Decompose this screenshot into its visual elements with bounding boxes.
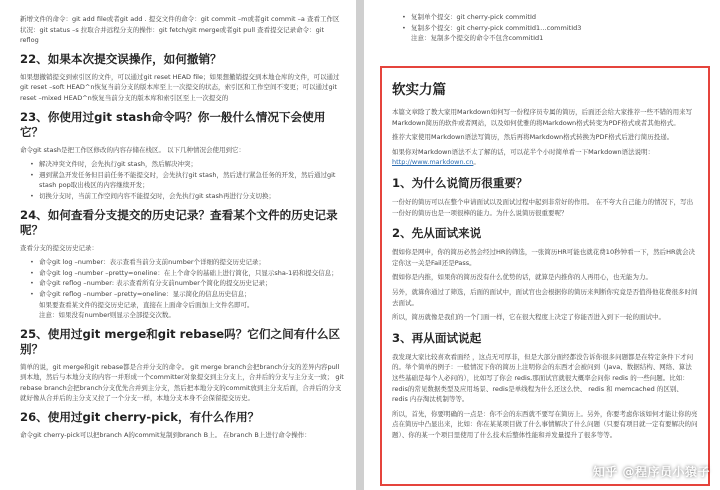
list-item: • 命令git log –number：表示查看当前分支前number个详细的提交历史记录； (30, 257, 344, 268)
left-page (0, 0, 356, 490)
list-item: • 切换分支时，当前工作空间内容不能提交时，会先执行git stash再进行分支切换； (30, 191, 344, 202)
markdown-link[interactable]: http://www.markdown.cn (392, 158, 474, 167)
box-intro: 推荐大家使用Markdown语法写简历，然后再将Markdown格式转换为PDF格式后进行简历投递。 (392, 133, 674, 142)
list-item: • 解决冲突文件时，会先执行git stash，然后解决冲突； (30, 159, 344, 170)
box-section-2-title: 2、先从面试来说 (392, 226, 482, 241)
cherry-pick-note: 注意：复制多个提交的命令不包含commitId1 (411, 34, 544, 43)
list-item: • 复制多个提交：git cherry-pick commitId1…commitId3 (402, 23, 704, 34)
list-item: • 命令git log –number –pretty=oneline：在上个命令的基础上进行简化，只显示sha-1码和提交信息； (30, 268, 344, 279)
link-prefix: 如果你对Markdown语法不太了解的话，可以花半个小时简单看一下Markdown语法说明： (392, 147, 655, 156)
markdown-link-paragraph (392, 147, 698, 168)
section-23-title: 23、你使用过git stash命令吗？你一般什么情况下会使用它？ (20, 109, 326, 139)
section-22-body: 如果想撤销提交到索引区的文件，可以通过git reset HEAD file；如果想撤销提交到本地仓库的文件，可以通过git reset –soft HEAD^n恢复当前分支的版本库至上一次提交的状态，索引区和工作空间不变更；可以通过git reset –mixed HEAD^n恢复当前分支的版本库和索引区至上一次提交的 (20, 72, 340, 102)
box-title: 软实力篇 (392, 82, 446, 98)
section-24-body: 查看分支的提交历史记录： (20, 243, 98, 252)
section-24-list (30, 257, 344, 299)
box-section-3-body: 所以，首先，你要明确的一点是：你不会的东西就不要写在简历上。另外，你要考虑你该如何才能让你的亮点在简历中凸显出来，比如：你在某某项目做了什么事情解决了什么问题（只要有项目就一定有要解决的问题）、你的某一个项目里使用了什么技术后整体性能和并发量提升了很多等等。 (392, 409, 698, 439)
section-22-title: 22、如果本次提交误操作，如何撤销？ (20, 51, 222, 66)
box-section-3-body: 我发现大家比较喜欢看面经 ，这点无可厚非，但是大部分面经都没告诉你很多问题都是在特定条件下才问的。举个简单的例子：一般情况下你的简历上注明你会的东西才会被问到（Java、数据结构、网络、算法这些基础是每个人必问的），比如写了你会 redis,那面试官就很大概率会问你 redis 的一些问题。比如：redis的常见数据类型及应用场景、redis是单线程为什么还这么快、 redis 和 memcached 的区别、redis 内存淘汰机制等等。 (392, 352, 694, 404)
section-25-body: 简单的说，git merge和git rebase都是合并分支的命令。 git merge branch会把branch分支的差异内容pull到本地，然后与本地分支的内容一并形成一个committer对象提交到主分支上，合并后的分支与主分支一致； git rebase branch会把branch分支优先合并到主分支，然后把本地分支的commit放到主分支后面，合并后的分支就好像从合并后的主分支又拉了一个分支一样，本地分支本身不会保留提交历史。 (20, 362, 344, 403)
link-suffix: 。 (473, 158, 480, 167)
list-item: • 命令git reflog –number: 表示查看所有分支前number个简化的提交历史记录； (30, 278, 344, 289)
watermark: 知乎 @程序员小猿子 (592, 465, 710, 479)
section-23-body: 命令git stash是把工作区修改的内容存储在栈区。 以下几种情况会使用到它： (20, 145, 246, 154)
list-item: • 命令git reflog –number –pretty=oneline：显示简化的信息历史信息； (30, 289, 344, 300)
box-section-3-title: 3、再从面试说起 (392, 330, 482, 345)
box-section-2-body: 假如你是网申，你的简历必然会经过HR的筛选，一张简历HR可能也就花费10秒钟看一下，然后HR就会决定你这一关是Fail还是Pass。 (392, 248, 695, 267)
right-page (364, 0, 720, 490)
section-24-note: 如果要查看某文件的提交历史记录，直接在上面命令后面加上文件名即可。 (39, 300, 254, 309)
section-24-note: 注意：如果没有number则显示全部提交次数。 (39, 311, 175, 320)
list-item: • 遇到紧急开发任务但目前任务不能提交时，会先执行git stash，然后进行紧急任务的开发，然后通过git stash pop取出栈区的内容继续开发； (30, 170, 344, 191)
section-26-title: 26、使用过git cherry-pick，有什么作用？ (20, 410, 260, 425)
cherry-pick-list (402, 12, 704, 33)
list-item: • 复制单个提交：git cherry-pick commitId (402, 12, 704, 23)
box-section-2-body: 所以，简历就像是我们的一个门面一样，它在很大程度上决定了你能否进入到下一轮的面试中。 (392, 313, 665, 322)
highlight-box (380, 66, 710, 486)
box-section-1-title: 1、为什么说简历很重要？ (392, 175, 528, 190)
box-section-2-body: 假如你是内推，如果你的简历没有什么优势的话，就算是内推你的人再用心，也无能为力。 (392, 273, 652, 282)
section-23-list (30, 159, 344, 201)
intro-paragraph: 新增文件的命令：git add file或者git add . 提交文件的命令：git commit –m或者git commit –a 查看工作区状况：git status –s 拉取合并远程分支的操作：git fetch/git merge或者git pull 查看提交记录命令：git reflog (20, 15, 340, 45)
box-intro: 本篇文章除了教大家用Markdown如何写一份程序员专属的简历，后面还会给大家推荐一些不错的用来写Markdown简历的软件或者网站，以及如何优雅的将Markdown格式转变为PDF格式或者其他格式。 (392, 108, 693, 127)
box-section-2-body: 另外，就算你通过了筛选，后面的面试中，面试官也会根据你的简历来判断你究竟是否值得他花费很多时间去面试。 (392, 287, 698, 307)
box-section-1-body: 一份好的简历可以在整个申请面试以及面试过程中起到非常好的作用。 在不夸大自己能力的情况下，写出一份好的简历也是一项很棒的能力。为什么说简历很重要呢？ (392, 197, 694, 217)
section-24-title: 24、如何查看分支提交的历史记录？查看某个文件的历史记录呢？ (20, 207, 338, 237)
section-25-title: 25、使用过git merge和git rebase吗？它们之间有什么区别？ (20, 326, 341, 356)
page-gutter (356, 0, 364, 490)
section-26-body: 命令git cherry-pick可以把branch A的commit复制到branch B上。 在branch B上进行命令操作： (20, 431, 311, 440)
